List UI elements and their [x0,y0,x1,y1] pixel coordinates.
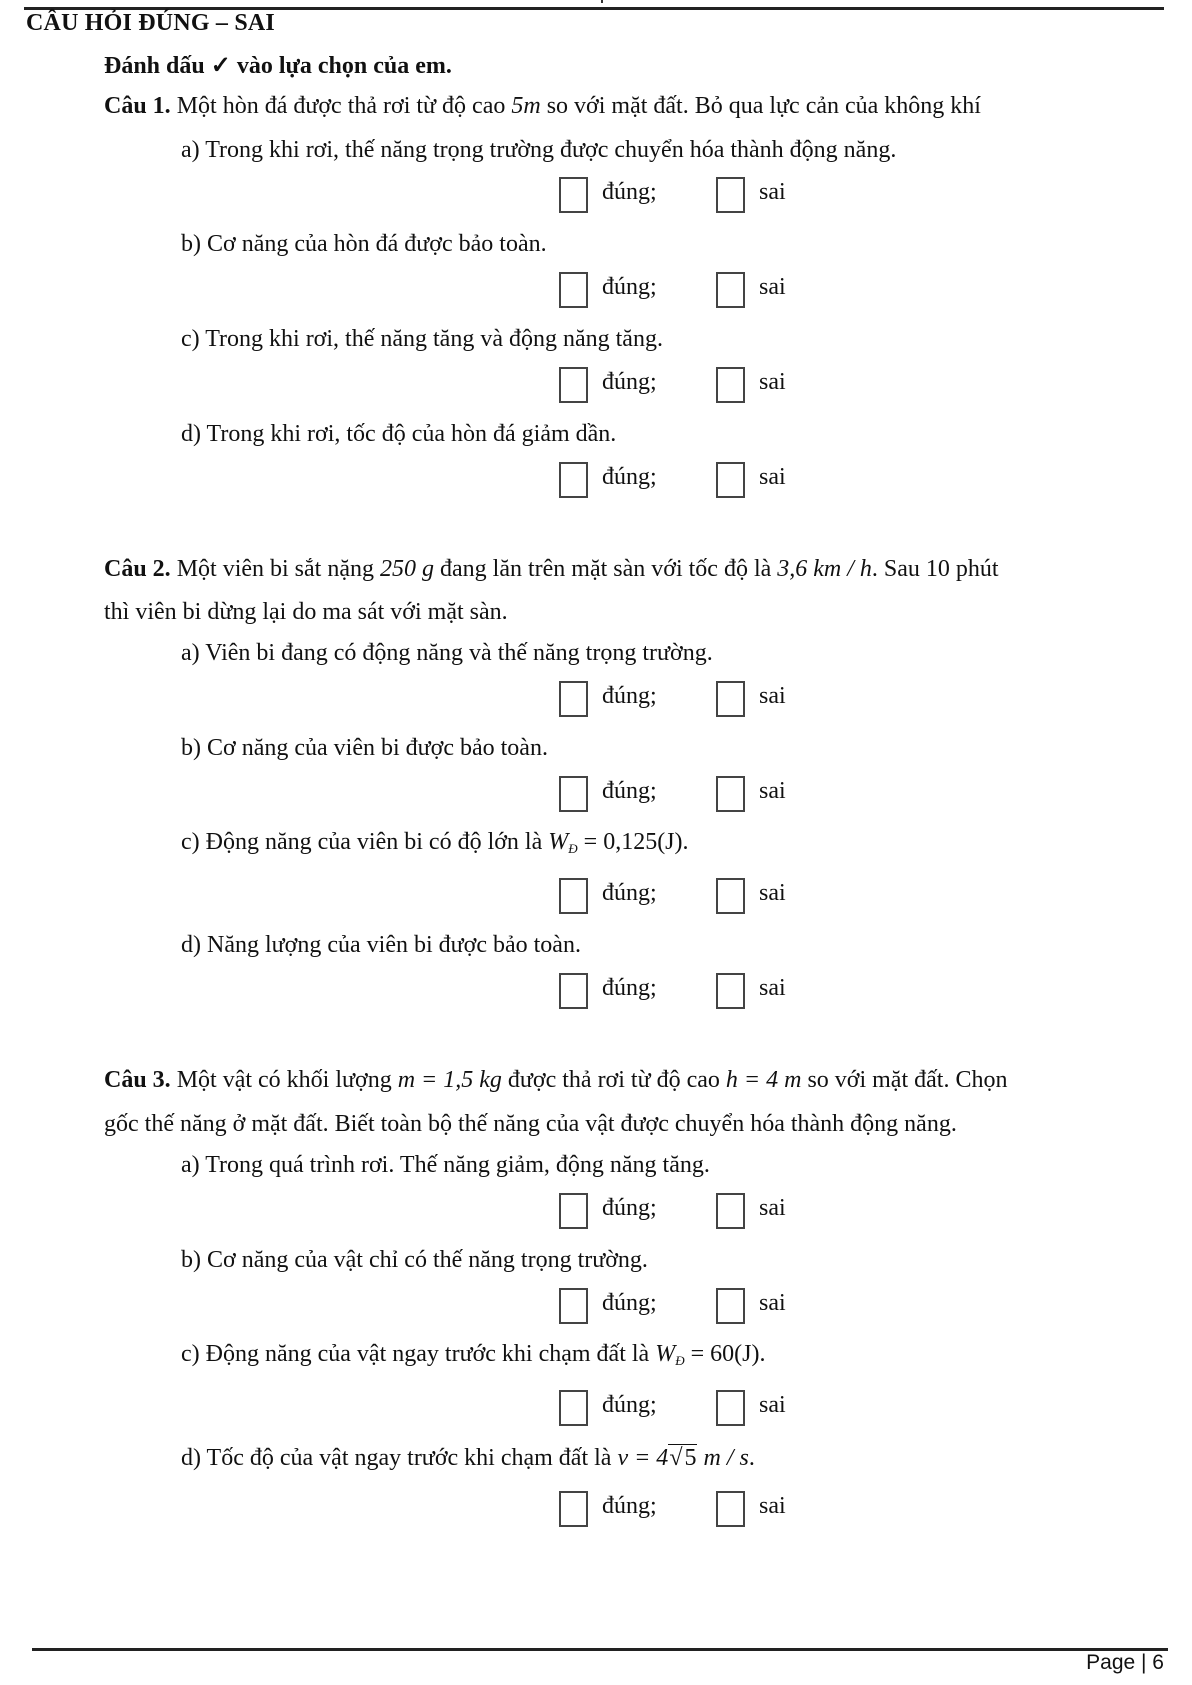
q1-option-c: c) Trong khi rơi, thế năng tăng và động năng tăng. [181,326,663,352]
q3-option-c [181,1341,765,1369]
question-3-text-mid: được thả rơi từ độ cao [501,1067,726,1093]
q2c-answers [559,878,819,918]
q3d-true-checkbox[interactable] [559,1491,588,1527]
q2d-false-label: sai [759,975,786,1001]
q1c-true-label: đúng; [602,369,657,395]
q3-option-c-subscript: Đ [675,1353,685,1368]
q2-option-c-value: = 0,125(J). [577,829,689,855]
q3-option-d-text: d) Tốc độ của vật ngay trước khi chạm đất là [181,1445,618,1471]
q3a-true-label: đúng; [602,1195,657,1221]
q1-option-a: a) Trong khi rơi, thế năng trọng trường được chuyển hóa thành động năng. [181,137,897,163]
q3c-true-checkbox[interactable] [559,1390,588,1426]
q2c-true-label: đúng; [602,880,657,906]
q3-option-d-speed: v = 4 [617,1445,669,1471]
q3d-answers [559,1491,819,1531]
sqrt-symbol-icon: √ [669,1445,683,1471]
q3c-answers [559,1390,819,1430]
q3a-false-label: sai [759,1195,786,1221]
question-3-text: Một vật có khối lượng [170,1067,398,1093]
q1d-true-checkbox[interactable] [559,462,588,498]
q3-option-d-period: . [748,1445,755,1471]
question-3-number: Câu 3. [104,1067,171,1093]
q1b-answers [559,272,819,312]
q3-option-d-radicand: 5 [684,1445,697,1471]
q2d-true-checkbox[interactable] [559,973,588,1009]
q3a-true-checkbox[interactable] [559,1193,588,1229]
q3d-true-label: đúng; [602,1493,657,1519]
q1-option-b: b) Cơ năng của hòn đá được bảo toàn. [181,231,547,257]
q3c-false-label: sai [759,1392,786,1418]
q3b-answers [559,1288,819,1328]
q1c-true-checkbox[interactable] [559,367,588,403]
section-title: CÂU HỎI ĐÚNG – SAI [26,10,275,36]
question-2-text: Một viên bi sắt nặng [170,556,380,582]
bottom-rule [32,1648,1168,1651]
q2c-true-checkbox[interactable] [559,878,588,914]
q2a-answers [559,681,819,721]
q1a-answers [559,177,819,217]
question-2-mass: 250 g [380,556,434,582]
q2-option-c-symbol: W [548,829,569,855]
question-1-text-end: so với mặt đất. Bỏ qua lực cản của không khí [540,93,981,119]
q2-option-c-subscript: Đ [568,841,578,856]
q2b-answers [559,776,819,816]
question-2-speed: 3,6 km / h [777,556,872,582]
q1c-answers [559,367,819,407]
q2c-false-label: sai [759,880,786,906]
q3-option-c-text: c) Động năng của vật ngay trước khi chạm đất là [181,1341,656,1367]
q3-option-b: b) Cơ năng của vật chỉ có thế năng trọng trường. [181,1247,648,1273]
q2d-true-label: đúng; [602,975,657,1001]
q2b-true-checkbox[interactable] [559,776,588,812]
q3d-false-label: sai [759,1493,786,1519]
question-3-stem [104,1067,1007,1094]
q3-option-c-symbol: W [655,1341,676,1367]
q3-option-d-unit: m / s [697,1445,749,1471]
q1c-false-checkbox[interactable] [716,367,745,403]
q2b-true-label: đúng; [602,778,657,804]
q2-option-c [181,829,689,857]
question-3-mass: m = 1,5 kg [397,1067,502,1093]
q2d-answers [559,973,819,1013]
q2-option-b: b) Cơ năng của viên bi được bảo toàn. [181,735,548,761]
question-1-number: Câu 1. [104,93,171,119]
q2-option-d: d) Năng lượng của viên bi được bảo toàn. [181,932,581,958]
q1b-true-label: đúng; [602,274,657,300]
q1d-answers [559,462,819,502]
q2d-false-checkbox[interactable] [716,973,745,1009]
q2b-false-label: sai [759,778,786,804]
question-2-text-end: . Sau 10 phút [871,556,999,582]
q1d-false-label: sai [759,464,786,490]
q2-option-c-text: c) Động năng của viên bi có độ lớn là [181,829,549,855]
question-3-stem-line2: gốc thế năng ở mặt đất. Biết toàn bộ thế năng của vật được chuyển hóa thành động năng. [104,1111,957,1137]
question-2-number: Câu 2. [104,556,171,582]
q1b-false-label: sai [759,274,786,300]
q3a-answers [559,1193,819,1233]
q1d-false-checkbox[interactable] [716,462,745,498]
q2b-false-checkbox[interactable] [716,776,745,812]
question-2-stem [104,556,999,583]
q3-option-d [181,1445,755,1472]
q1a-false-checkbox[interactable] [716,177,745,213]
q1b-true-checkbox[interactable] [559,272,588,308]
q1a-false-label: sai [759,179,786,205]
question-2-stem-line2: thì viên bi dừng lại do ma sát với mặt sàn. [104,599,508,625]
question-3-text-end: so với mặt đất. Chọn [801,1067,1008,1093]
q1b-false-checkbox[interactable] [716,272,745,308]
question-3-height: h = 4 m [725,1067,802,1093]
q2a-true-checkbox[interactable] [559,681,588,717]
q1c-false-label: sai [759,369,786,395]
q3b-true-checkbox[interactable] [559,1288,588,1324]
q3b-false-label: sai [759,1290,786,1316]
q3c-false-checkbox[interactable] [716,1390,745,1426]
question-2-text-mid: đang lăn trên mặt sàn với tốc độ là [434,556,778,582]
instruction-text: Đánh dấu ✓ vào lựa chọn của em. [104,53,452,79]
q2-option-a: a) Viên bi đang có động năng và thế năng trọng trường. [181,640,713,666]
q2a-false-label: sai [759,683,786,709]
q2a-false-checkbox[interactable] [716,681,745,717]
q1d-true-label: đúng; [602,464,657,490]
q1-option-d: d) Trong khi rơi, tốc độ của hòn đá giảm dần. [181,421,617,447]
q3d-false-checkbox[interactable] [716,1491,745,1527]
q3-option-c-value: = 60(J). [684,1341,766,1367]
q1a-true-checkbox[interactable] [559,177,588,213]
top-center-tick [601,0,603,3]
question-1-stem [104,93,981,120]
question-1-text: Một hòn đá được thả rơi từ độ cao [170,93,512,119]
q3b-false-checkbox[interactable] [716,1288,745,1324]
q2a-true-label: đúng; [602,683,657,709]
q3c-true-label: đúng; [602,1392,657,1418]
q3a-false-checkbox[interactable] [716,1193,745,1229]
q1a-true-label: đúng; [602,179,657,205]
q3b-true-label: đúng; [602,1290,657,1316]
q3-option-a: a) Trong quá trình rơi. Thế năng giảm, động năng tăng. [181,1152,710,1178]
page-number: Page | 6 [1086,1651,1164,1674]
q2c-false-checkbox[interactable] [716,878,745,914]
question-1-height: 5m [511,93,541,119]
